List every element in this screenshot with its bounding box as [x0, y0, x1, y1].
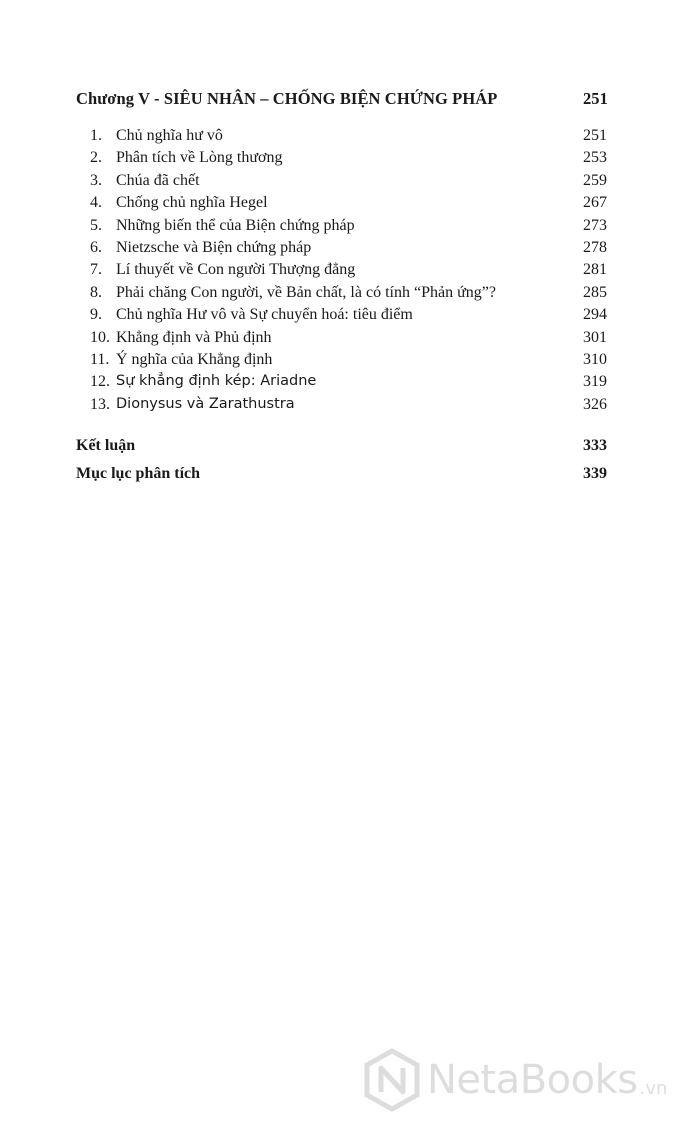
entry-title: Chủ nghĩa Hư vô và Sự chuyển hoá: tiêu điểm — [116, 306, 413, 324]
toc-entry — [90, 351, 607, 373]
entry-number: 9. — [90, 306, 102, 324]
entry-title: Lí thuyết về Con người Thượng đẳng — [116, 261, 356, 279]
back-matter-page-number: 333 — [583, 437, 607, 454]
entry-page-number: 253 — [583, 149, 607, 167]
chapter-title: Chương V - SIÊU NHÂN – CHỐNG BIỆN CHỨNG PHÁP — [76, 89, 498, 108]
toc-entry-list — [90, 127, 607, 418]
entry-page-number: 273 — [583, 216, 607, 234]
entry-page-number: 326 — [583, 395, 607, 413]
entry-number: 3. — [90, 171, 102, 189]
back-matter-index — [76, 465, 607, 483]
toc-entry — [90, 149, 607, 171]
entry-page-number: 267 — [583, 194, 607, 212]
toc-entry — [90, 284, 607, 306]
entry-title: Sự khẳng định kép: Ariadne — [116, 373, 317, 390]
back-matter-title: Kết luận — [76, 437, 136, 454]
entry-title: Chống chủ nghĩa Hegel — [116, 194, 268, 212]
back-matter-title: Mục lục phân tích — [76, 465, 201, 482]
entry-number: 12. — [90, 373, 110, 391]
entry-number: 2. — [90, 149, 102, 167]
entry-title: Dionysus và Zarathustra — [116, 395, 295, 412]
entry-page-number: 294 — [583, 306, 607, 324]
entry-number: 11. — [90, 350, 110, 368]
entry-page-number: 319 — [583, 373, 607, 391]
entry-title: Nietzsche và Biện chứng pháp — [116, 238, 312, 256]
entry-number: 13. — [90, 395, 110, 413]
entry-page-number: 285 — [583, 283, 607, 301]
entry-page-number: 281 — [583, 261, 607, 279]
chapter-page-number: 251 — [582, 89, 608, 108]
watermark-suffix: .vn — [639, 1077, 668, 1099]
entry-title: Chúa đã chết — [116, 171, 200, 189]
entry-page-number: 301 — [583, 328, 607, 346]
toc-entry — [90, 172, 607, 194]
entry-number: 6. — [90, 238, 102, 256]
entry-title: Khẳng định và Phủ định — [116, 328, 272, 346]
entry-title: Ý nghĩa của Khẳng định — [116, 350, 273, 368]
entry-number: 10. — [90, 328, 110, 346]
entry-page-number: 278 — [583, 238, 607, 256]
toc-entry — [90, 306, 607, 328]
toc-entry — [90, 373, 607, 395]
entry-title: Những biến thể của Biện chứng pháp — [116, 216, 355, 234]
entry-page-number: 259 — [583, 171, 607, 189]
entry-page-number: 310 — [583, 350, 607, 368]
entry-number: 4. — [90, 194, 102, 212]
toc-entry — [90, 329, 607, 351]
entry-page-number: 251 — [583, 127, 607, 144]
entry-title: Phải chăng Con người, về Bản chất, là có tính “Phản ứng”? — [116, 283, 496, 301]
chapter-heading — [76, 89, 608, 109]
netabooks-watermark — [363, 1045, 667, 1115]
back-matter-conclusion — [76, 437, 607, 455]
netabooks-logo-icon — [363, 1048, 421, 1112]
toc-entry — [90, 127, 607, 149]
entry-number: 1. — [90, 127, 102, 144]
entry-number: 7. — [90, 261, 102, 279]
entry-title: Chủ nghĩa hư vô — [116, 127, 223, 144]
toc-entry — [90, 217, 607, 239]
entry-number: 5. — [90, 216, 102, 234]
toc-entry — [90, 261, 607, 283]
entry-title: Phân tích về Lòng thương — [116, 149, 283, 167]
toc-entry — [90, 396, 607, 418]
toc-entry — [90, 194, 607, 216]
entry-number: 8. — [90, 283, 102, 301]
watermark-brand: NetaBooks — [427, 1057, 638, 1103]
toc-entry — [90, 239, 607, 261]
back-matter-page-number: 339 — [583, 465, 607, 482]
